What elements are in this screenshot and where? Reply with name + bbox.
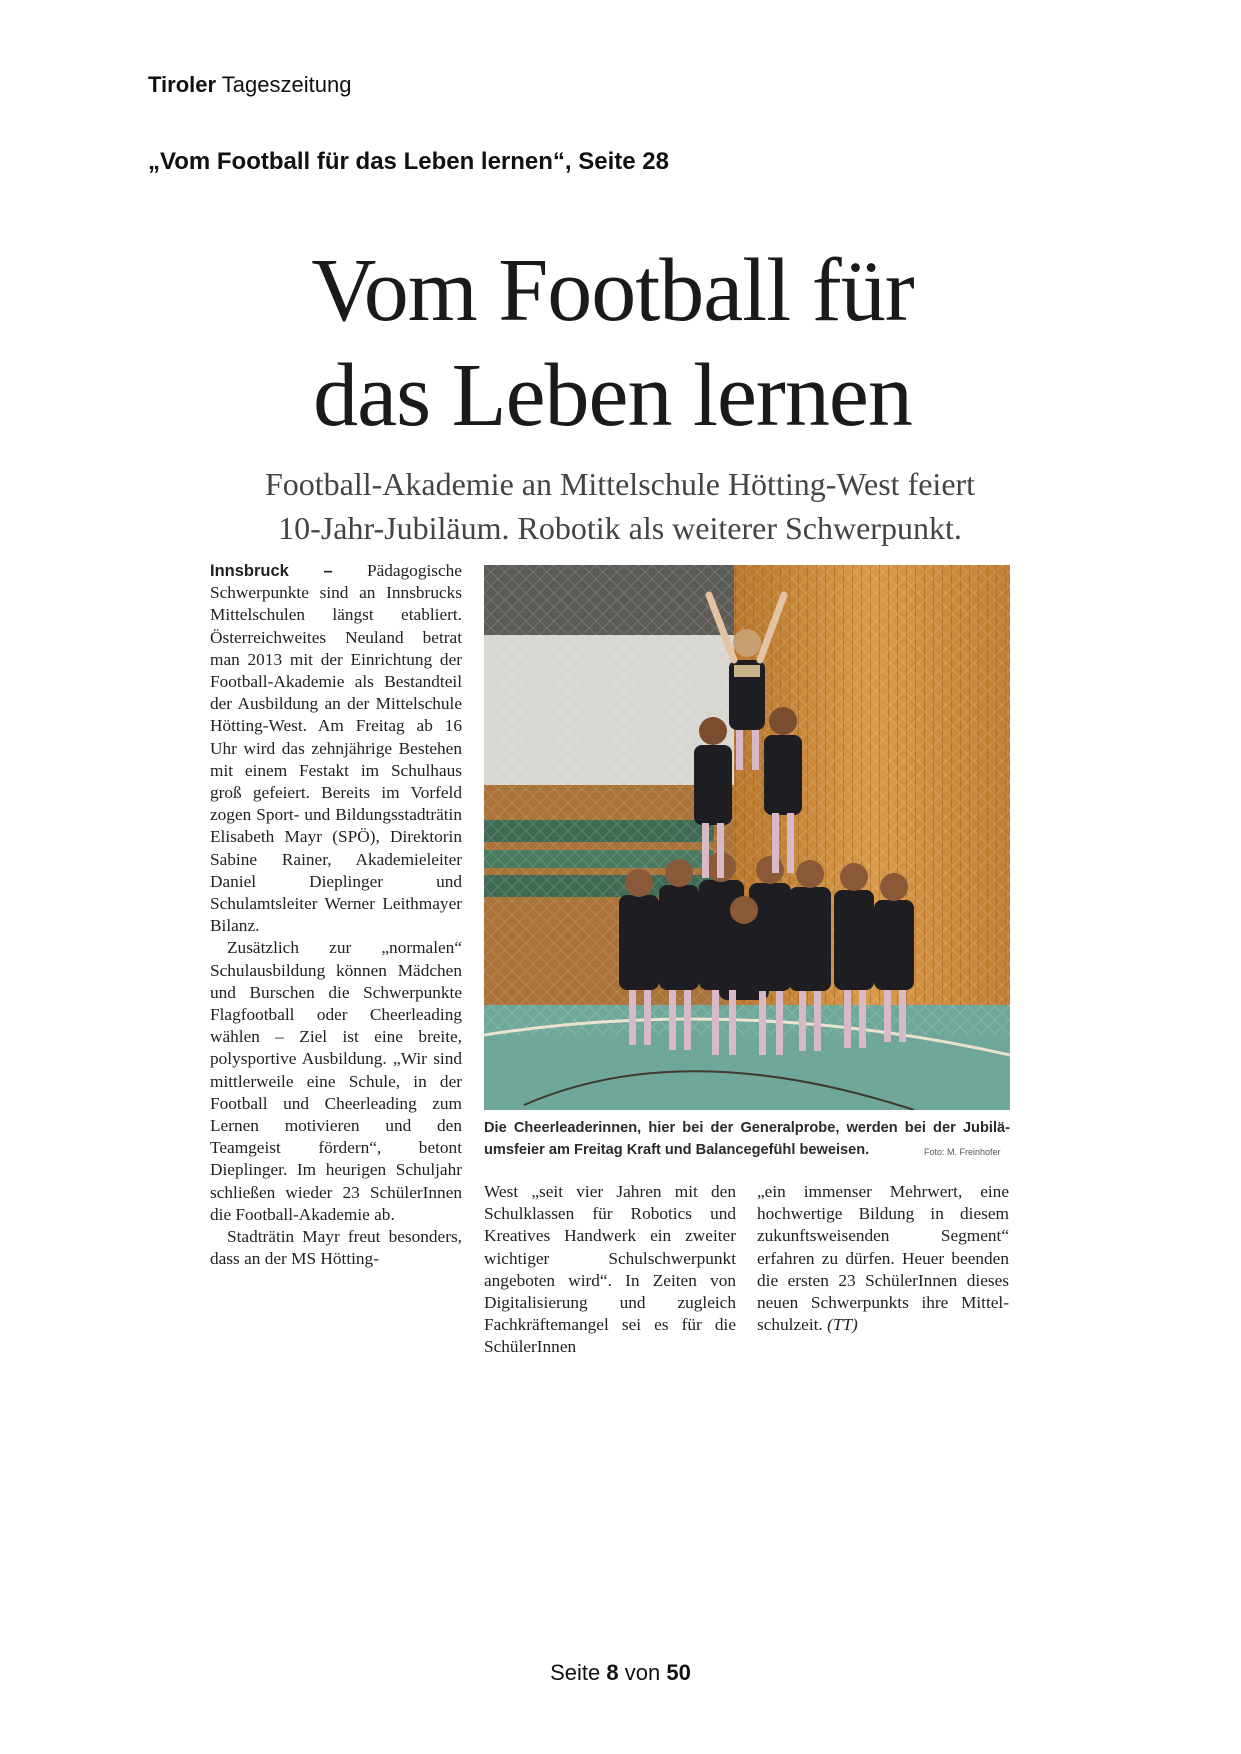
subheadline-line-1: Football-Akademie an Mittelschule Hötting-West feiert bbox=[264, 466, 976, 502]
page-prefix: Seite bbox=[550, 1660, 601, 1685]
photo-caption: Die Cheerleaderinnen, hier bei der Generalprobe, werden bei der Jubiläumsfeier am Freitag Kraft und Balancegefühl beweisen. bbox=[484, 1120, 1010, 1158]
article-reference: „Vom Football für das Leben lernen“, Seite 28 bbox=[148, 148, 669, 175]
page-current: 8 bbox=[606, 1660, 619, 1685]
article-column-1 bbox=[210, 560, 462, 1271]
cheerleader-photo-illustration bbox=[484, 565, 1010, 1110]
publication-name-rest: Tageszeitung bbox=[221, 72, 352, 97]
paragraph-1-text: Pädagogische Schwerpunkte sind an Innsbrucks Mittelschulen längst etabliert. Österreichweites Neuland betrat man 2013 mit der Einrichtung der Football-Akademie als Bestandteil der Ausbildung an der Mittelschule Hötting-West. Am Freitag ab 16 Uhr wird das zehnjährige Bestehen mit einem Festakt im Schulhaus groß gefeiert. Bereits im Vorfeld zogen Sport- und Bildungsstadträtin Elisabeth Mayr (SPÖ), Direktorin Sabine Rainer, Akademieleiter Daniel Dieplinger und Schulamtsleiter Werner Leithmayer Bilanz. bbox=[210, 561, 462, 936]
headline-line-2: das Leben lernen bbox=[313, 346, 912, 445]
subheadline-line-2: 10-Jahr-Jubiläum. Robotik als weiterer Schwerpunkt. bbox=[278, 510, 962, 546]
publication-name bbox=[148, 72, 351, 98]
page-number bbox=[0, 1660, 1241, 1686]
paragraph-5-text: „ein immenser Mehrwert, eine hochwertige Bildung in diesem zukunftsweisenden Segment“ erfahren zu dürfen. Heuer beenden die ersten 23 SchülerInnen dieses neuen Schwerpunkts ihre Mittelschulzeit. bbox=[757, 1182, 1009, 1335]
paragraph-5 bbox=[757, 1181, 1009, 1336]
paragraph-4: West „seit vier Jahren mit den Schulklassen für Robotics und Kreatives Handwerk ein zweiter wichtiger Schulschwerpunkt angeboten wird“. In Zeiten von Digitalisierung und zugleich Fachkräftemangel sei es für die SchülerInnen bbox=[484, 1182, 736, 1357]
page-total: 50 bbox=[666, 1660, 691, 1685]
cheerleader-photo bbox=[484, 565, 1010, 1110]
paragraph-1 bbox=[210, 560, 462, 937]
page-separator: von bbox=[624, 1660, 661, 1685]
article-column-3 bbox=[757, 1181, 1009, 1336]
photo-credit: Foto: M. Freinhofer bbox=[924, 1147, 1001, 1157]
paragraph-3: Stadträtin Mayr freut besonders, dass an der MS Hötting- bbox=[210, 1227, 462, 1269]
author-sign: (TT) bbox=[827, 1315, 858, 1335]
article-column-2 bbox=[484, 1181, 736, 1359]
headline-line-1: Vom Football für bbox=[311, 241, 914, 340]
paragraph-2: Zusätzlich zur „normalen“ Schulausbildung können Mädchen und Burschen die Schwerpunkte Flagfootball oder Cheerleading wählen – Ziel ist eine breite, polysportive Ausbildung. „Wir sind mittlerweile eine Schule, in der Football und Cheerleading zum Lernen motivieren und den Teamgeist fördern“, betont Dieplinger. Im heurigen Schuljahr schließen wieder 23 SchülerInnen die Football-Akademie ab. bbox=[210, 938, 462, 1224]
publication-name-bold: Tiroler bbox=[148, 72, 217, 97]
dateline: Innsbruck – bbox=[210, 562, 333, 580]
